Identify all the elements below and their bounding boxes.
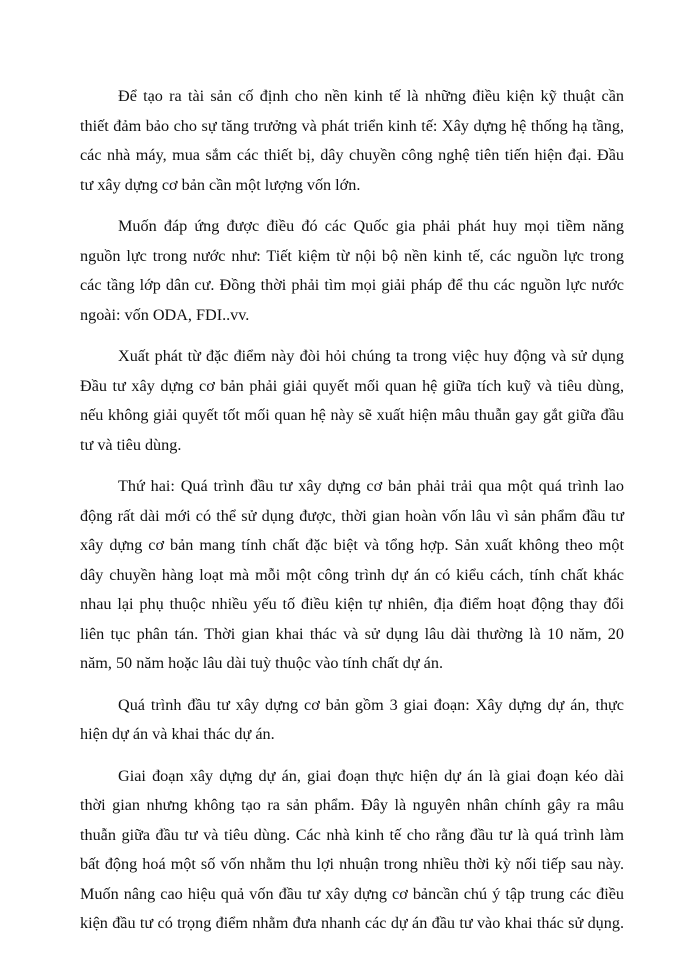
text-line: Muốn đáp ứng được điều đó các Quốc gia phải phát huy mọi tiềm năng [118, 217, 624, 235]
text-line: tư xây dựng cơ bản cần một lượng vốn lớn. [80, 175, 361, 194]
paragraph-5 [80, 691, 624, 750]
text-line: dây chuyền hàng loạt mà mỗi một công trình dự án có kiểu cách, tính chất khác [80, 565, 624, 584]
paragraph-2 [80, 212, 624, 330]
text-line: nếu không giải quyết tốt mối quan hệ này sẽ xuất hiện mâu thuẫn gay gắt giữa đầu [80, 406, 624, 424]
text-line: Đầu tư xây dựng cơ bản phải giải quyết mối quan hệ giữa tích kuỹ và tiêu dùng, [80, 376, 624, 395]
text-line: Giai đoạn xây dựng dự án, giai đoạn thực hiện dự án là giai đoạn kéo dài [118, 766, 624, 785]
paragraph-4 [80, 472, 624, 679]
text-line: thiết đảm bảo cho sự tăng trưởng và phát triển kinh tế: Xây dựng hệ thống hạ tầng, [80, 116, 624, 135]
text-line: xây dựng cơ bản mang tính chất đặc biệt và tổng hợp. Sản xuất không theo một [80, 536, 624, 554]
document-page [80, 82, 624, 951]
text-line: thời gian nhưng không tạo ra sản phẩm. Đây là nguyên nhân chính gây ra mâu [80, 796, 624, 814]
text-line: ngoài: vốn ODA, FDI..vv. [80, 305, 250, 324]
paragraph-3 [80, 342, 624, 460]
text-line: Để tạo ra tài sản cố định cho nền kinh tế là những điều kiện kỹ thuật cần [118, 87, 624, 105]
text-line: Quá trình đầu tư xây dựng cơ bản gồm 3 giai đoạn: Xây dựng dự án, thực [118, 695, 624, 714]
text-line: thuẫn giữa đầu tư và tiêu dùng. Các nhà kinh tế cho rằng đầu tư là quá trình làm [80, 825, 624, 844]
text-line: liên tục phân tán. Thời gian khai thác và sử dụng lâu dài thường là 10 năm, 20 [80, 624, 624, 643]
text-line: Muốn nâng cao hiệu quả vốn đầu tư xây dựng cơ bảncần chú ý tập trung các điều [80, 884, 624, 903]
text-line: các tầng lớp dân cư. Đồng thời phải tìm mọi giải pháp để thu các nguồn lực nước [80, 276, 624, 294]
paragraph-6 [80, 762, 624, 939]
text-line: động rất dài mới có thể sử dụng được, thời gian hoàn vốn lâu vì sản phẩm đầu tư [80, 506, 624, 525]
text-line: các nhà máy, mua sắm các thiết bị, dây chuyền công nghệ tiên tiến hiện đại. Đầu [80, 146, 624, 164]
text-line: tư và tiêu dùng. [80, 435, 182, 454]
text-line: nguồn lực trong nước như: Tiết kiệm từ nội bộ nền kinh tế, các nguồn lực trong [80, 246, 624, 265]
text-line: nhau lại phụ thuộc nhiều yếu tố điều kiện tự nhiên, địa điểm hoạt động thay đổi [80, 595, 624, 613]
text-line: bất động hoá một số vốn nhằm thu lợi nhuận trong nhiều thời kỳ nối tiếp sau này. [80, 855, 624, 873]
text-line: Xuất phát từ đặc điểm này đòi hỏi chúng ta trong việc huy động và sử dụng [118, 347, 624, 365]
text-line: kiện đầu tư có trọng điểm nhằm đưa nhanh các dự án đầu tư vào khai thác sử dụng. [80, 914, 624, 932]
text-line: Thứ hai: Quá trình đầu tư xây dựng cơ bản phải trải qua một quá trình lao [118, 477, 624, 495]
text-line: năm, 50 năm hoặc lâu dài tuỳ thuộc vào tính chất dự án. [80, 654, 444, 672]
text-line: hiện dự án và khai thác dự án. [80, 725, 275, 743]
paragraph-1 [80, 82, 624, 200]
